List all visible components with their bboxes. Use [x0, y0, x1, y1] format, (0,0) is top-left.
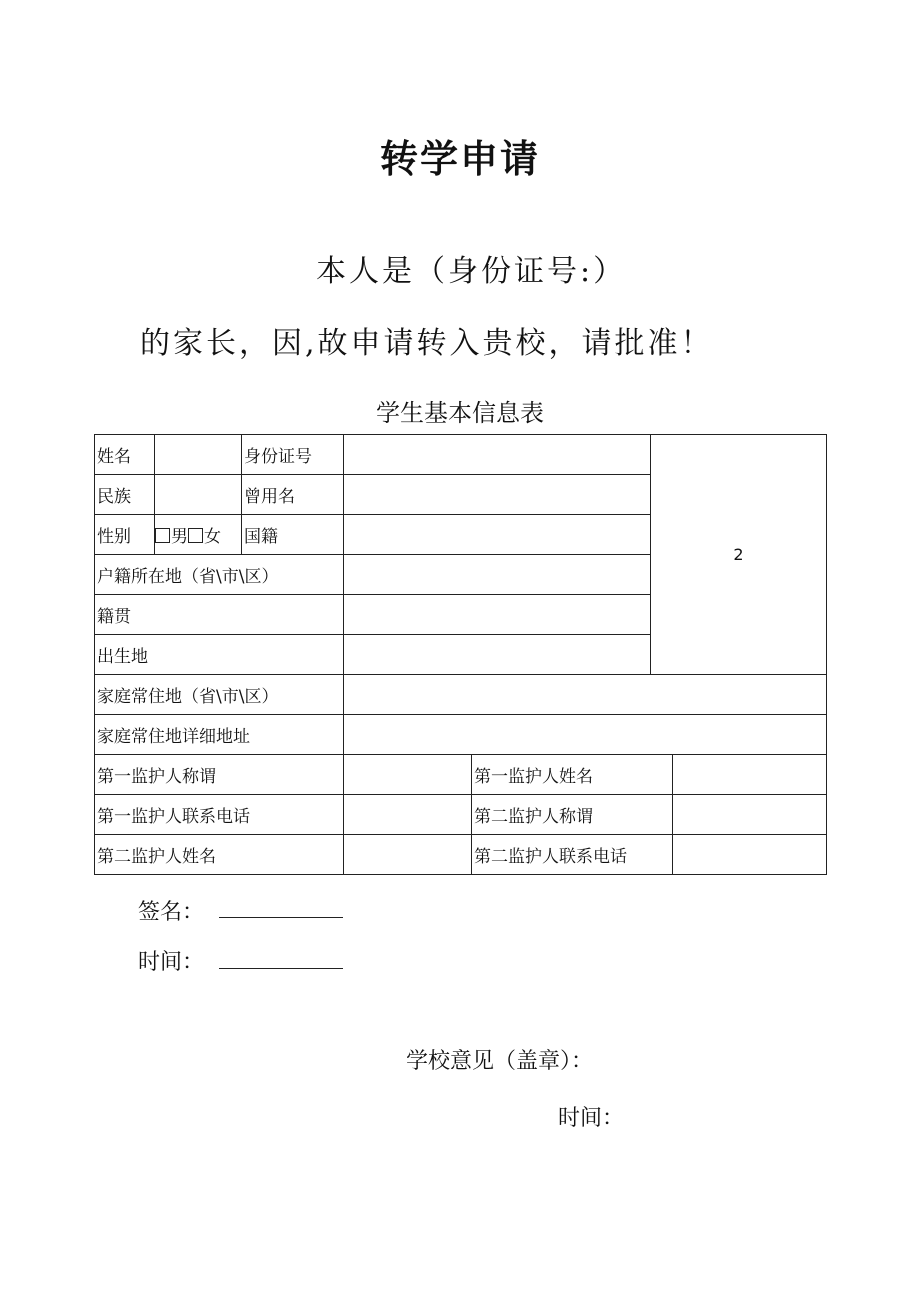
id-number-label: 身份证号	[242, 435, 344, 475]
nationality-field[interactable]	[344, 515, 651, 555]
native-place-label: 籍贯	[95, 595, 344, 635]
female-option-label: 女	[204, 527, 221, 547]
guardian1-relation-field[interactable]	[344, 755, 472, 795]
guardian2-relation-field[interactable]	[673, 795, 827, 835]
birthplace-label: 出生地	[95, 635, 344, 675]
former-name-label: 曾用名	[242, 475, 344, 515]
residence-label: 家庭常住地（省\市\区）	[95, 675, 344, 715]
residence-address-field[interactable]	[344, 715, 827, 755]
name-field[interactable]	[155, 435, 242, 475]
ethnicity-field[interactable]	[155, 475, 242, 515]
residence-field[interactable]	[344, 675, 827, 715]
page-title: 转学申请	[379, 137, 540, 181]
guardian2-name-field[interactable]	[344, 835, 472, 875]
table-row	[95, 715, 827, 755]
ethnicity-label: 民族	[95, 475, 155, 515]
male-option-label: 男	[171, 527, 188, 547]
native-place-field[interactable]	[344, 595, 651, 635]
school-time-label: 时间：	[558, 1106, 625, 1131]
statement-line-1: 本人是（身份证号:）	[316, 254, 627, 289]
hukou-field[interactable]	[344, 555, 651, 595]
gender-options	[155, 515, 242, 555]
residence-address-label: 家庭常住地详细地址	[95, 715, 344, 755]
statement-line-2: 的家长，因,故申请转入贵校，请批准！	[140, 326, 714, 361]
guardian2-phone-field[interactable]	[673, 835, 827, 875]
signature-time-label: 时间：	[138, 950, 205, 975]
guardian1-name-label: 第一监护人姓名	[472, 755, 673, 795]
table-title: 学生基本信息表	[376, 399, 544, 427]
female-checkbox[interactable]	[188, 528, 203, 543]
photo-placeholder: 2	[733, 545, 744, 564]
table-row	[95, 835, 827, 875]
signature-time-line[interactable]	[219, 968, 343, 969]
guardian2-phone-label: 第二监护人联系电话	[472, 835, 673, 875]
guardian2-name-label: 第二监护人姓名	[95, 835, 344, 875]
guardian1-phone-field[interactable]	[344, 795, 472, 835]
student-info-table	[94, 434, 827, 875]
table-row	[95, 795, 827, 835]
male-checkbox[interactable]	[155, 528, 170, 543]
table-row	[95, 435, 827, 475]
id-number-field[interactable]	[344, 435, 651, 475]
signature-label: 签名：	[138, 900, 205, 925]
former-name-field[interactable]	[344, 475, 651, 515]
nationality-label: 国籍	[242, 515, 344, 555]
guardian1-name-field[interactable]	[673, 755, 827, 795]
school-opinion-label: 学校意见（盖章）：	[406, 1049, 594, 1074]
birthplace-field[interactable]	[344, 635, 651, 675]
signature-line[interactable]	[219, 917, 343, 918]
guardian2-relation-label: 第二监护人称谓	[472, 795, 673, 835]
gender-label: 性别	[95, 515, 155, 555]
guardian1-relation-label: 第一监护人称谓	[95, 755, 344, 795]
hukou-label: 户籍所在地（省\市\区）	[95, 555, 344, 595]
table-row	[95, 755, 827, 795]
table-row	[95, 675, 827, 715]
photo-box[interactable]	[651, 435, 827, 675]
guardian1-phone-label: 第一监护人联系电话	[95, 795, 344, 835]
name-label: 姓名	[95, 435, 155, 475]
